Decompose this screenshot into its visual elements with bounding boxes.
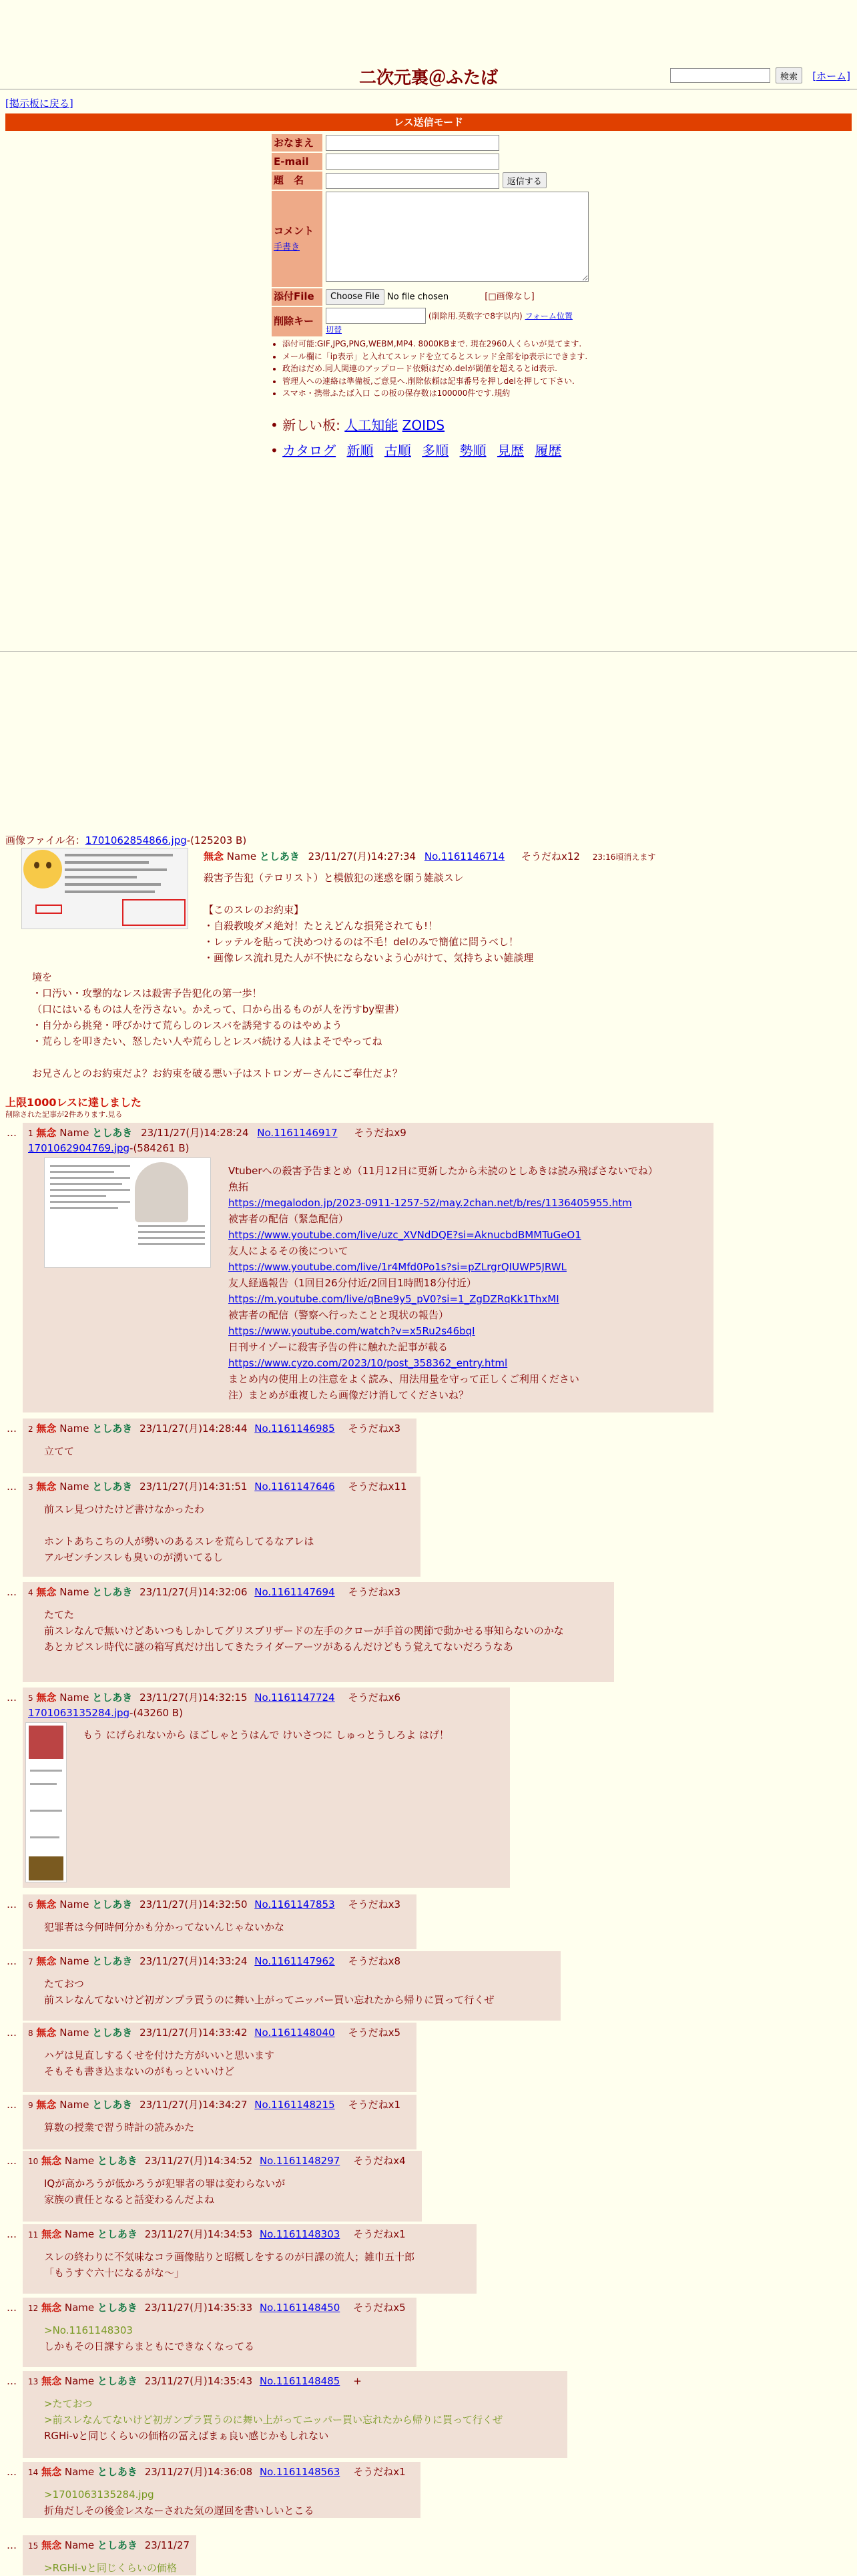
reply-box	[23, 1688, 510, 1888]
email-field[interactable]	[326, 154, 499, 170]
name-label: Name	[59, 2027, 89, 2039]
thumbnail-highlight	[35, 905, 62, 914]
name-label: Name	[64, 2228, 95, 2240]
reply-header	[28, 1125, 708, 1141]
reply-poster-name: としあき	[92, 2099, 133, 2111]
thumbnail-text-lines	[65, 854, 185, 898]
op-expire: 23:16頃消えます	[592, 852, 656, 862]
youtube-link[interactable]: https://www.youtube.com/live/uzc_XVNdDQE?si=AknucbdBMMTuGeO1	[228, 1229, 581, 1241]
reply-date: 23/11/27(月)14:28:44	[139, 1423, 248, 1435]
nav-most[interactable]: 多順	[422, 443, 449, 459]
reply-header	[28, 2097, 411, 2113]
reply-date: 23/11/27	[144, 2539, 190, 2551]
reply-date: 23/11/27(月)14:32:06	[139, 1586, 248, 1598]
reply-box	[23, 1894, 416, 1949]
reply-poster-name: としあき	[92, 1692, 133, 1704]
reply-date: 23/11/27(月)14:33:24	[139, 1955, 248, 1967]
reply-index: 15	[28, 2541, 39, 2551]
reply-body-line: 友人によるその後について	[228, 1245, 348, 1257]
name-label: Name	[59, 1586, 89, 1598]
op-subject: 無念	[204, 850, 224, 862]
reply-body: 前スレ見つけたけど書けなかったわ ホントあちこちの人が勢いのあるスレを荒らしてるなアレは アルゼンチンスレも臭いのが湧いてるし	[44, 1503, 314, 1563]
sodane-button[interactable]: そうだねx8	[348, 1955, 401, 1967]
reply-number-link[interactable]: No.1161147694	[254, 1586, 335, 1598]
figure-image	[29, 1726, 63, 1759]
reply-date: 23/11/27(月)14:32:15	[139, 1692, 248, 1704]
delete-key-label: 削除キー	[272, 307, 322, 336]
reply-body-line: 魚拓	[228, 1181, 249, 1193]
name-label: Name	[64, 2155, 95, 2167]
name-label: Name	[64, 2302, 95, 2314]
reply-number-link[interactable]: No.1161147646	[254, 1481, 335, 1493]
delete-key-field[interactable]	[326, 308, 426, 324]
reply-body: 折角だしその後金レスなーされた気の遅回を書いしいとこる	[44, 2504, 314, 2517]
reply-body: 立てて	[44, 1445, 75, 1457]
file-label: 添付File	[272, 288, 322, 306]
reply-body: ハゲは見直しするくせを付けた方がいいと思います そもそも書き込まないのがもっといいけど	[44, 2049, 275, 2077]
reply-date: 23/11/27(月)14:35:33	[144, 2302, 253, 2314]
reply-poster-name: としあき	[92, 1127, 133, 1139]
note-item: • 管理人への連絡は準備板,ご意見へ.削除依頼は記事番号を押しdelを押して下さい.	[282, 375, 617, 388]
note-item: • スマホ・携帯ふたば入口 この板の保存数は100000件です.規約	[282, 387, 617, 400]
youtube-link[interactable]: https://www.youtube.com/live/1r4Mfd0Po1s?si=pZLrgrQIUWP5JRWL	[228, 1261, 567, 1273]
reply-body: 犯罪者は今何時何分かも分かってないんじゃないかな	[44, 1920, 285, 1933]
op-body-continued: 境を ・口汚い・攻撃的なレスは殺害予告犯化の第一歩！ （口にはいるものは人を汚さない。かえって、口から出るものが人を汚すby聖書） ・自分から挑発・呼びかけて荒らしのレスバを誘発するのはやめよう ・荒らしを叩きたい、怒したい人や荒らしとレスバ続ける人はよそでやってね お兄さんとのお約束だよ？お約束を破る悪い子はストロンガーさんにご奉仕だよ？	[32, 971, 405, 1079]
name-label: おなまえ	[272, 134, 322, 152]
reply-header	[28, 1479, 415, 1495]
handwrite-link[interactable]: 手書き	[274, 242, 300, 252]
reply-body: たてた 前スレなんで無いけどあいつもしかしてグリスブリザードの左手のクローが手首の関節で動かせる事知らないのかな あとカビスレ時代に謎の箱写真だけ出してきたライダーアーツがあるんだけどもう覚えてないだろうなあ	[44, 1608, 564, 1653]
post-form	[270, 133, 592, 338]
name-label: Name	[59, 1423, 89, 1435]
reply-date: 23/11/27(月)14:34:27	[139, 2099, 248, 2111]
name-field[interactable]	[326, 135, 499, 151]
reply-index: 9	[28, 2101, 33, 2110]
reply-marker: …	[7, 1423, 17, 1435]
note-item: • メール欄に「ip表示」と入れてスレッドを立てるとスレッド全部をip表示にできます.	[282, 350, 617, 363]
name-label: Name	[59, 1481, 89, 1493]
reply-index: 1	[28, 1129, 33, 1138]
reply-marker: …	[7, 2228, 17, 2240]
reply-subject: 無念	[41, 2228, 62, 2240]
reply-body: もう にげられないから ほごしゃとうはんで けいさつに しゅっとうしろよ はげ！	[83, 1729, 449, 1741]
reply-box	[23, 2298, 416, 2367]
reply-body: IQが高かろうが低かろうが犯罪者の罪は変わらないが 家族の責任となると話変わるんだよね	[44, 2177, 286, 2206]
sodane-button[interactable]: そうだねx1	[353, 2466, 406, 2478]
reply-body: たておつ 前スレなんてないけど初ガンプラ買うのに舞い上がってニッパー買い忘れたから帰りに買って行くぜ	[44, 1977, 495, 2006]
divider	[0, 651, 857, 652]
reply-box	[23, 1477, 420, 1577]
reply-index: 2	[28, 1425, 33, 1434]
nav-history[interactable]: 履歴	[535, 443, 562, 459]
reply-date: 23/11/27(月)14:32:50	[139, 1898, 248, 1910]
top-bar	[0, 60, 857, 87]
op-file-info	[5, 833, 246, 848]
comment-label-text: コメント	[274, 225, 314, 238]
reply-file-info	[28, 1706, 505, 1721]
reply-header	[28, 2538, 191, 2553]
reply-box	[23, 2023, 416, 2092]
reply-header	[28, 1690, 505, 1706]
sodane-button[interactable]: そうだねx9	[354, 1127, 406, 1139]
reply-index: 7	[28, 1957, 33, 1967]
nav-oldest[interactable]: 古順	[384, 443, 411, 459]
email-label: E-mail	[272, 153, 322, 170]
reply-marker: …	[7, 2466, 17, 2478]
reply-subject: 無念	[36, 1692, 57, 1704]
figure-image	[29, 1856, 63, 1880]
reply-poster-name: としあき	[97, 2375, 137, 2387]
reply-subject: 無念	[41, 2539, 62, 2551]
reply-body: RGHi-νと同じくらいの価格の冨えばまぁ良い感じかもしれない	[44, 2429, 329, 2442]
no-image-checkbox[interactable]: [□画像なし]	[485, 292, 535, 302]
comment-label	[272, 191, 322, 287]
reply-file-link[interactable]: 1701062904769.jpg	[28, 1141, 130, 1154]
reply-subject: 無念	[36, 1586, 57, 1598]
youtube-link[interactable]: https://www.youtube.com/watch?v=x5Ru2s46bqI	[228, 1325, 475, 1337]
reply-box	[23, 2095, 416, 2149]
reply-date: 23/11/27(月)14:31:51	[139, 1481, 248, 1493]
reply-poster-name: としあき	[92, 1481, 133, 1493]
reply-body-line: 友人経過報告（1回目26分付近/2回目1時間18分付近）	[228, 1277, 477, 1289]
reply-number-link[interactable]: No.1161148485	[259, 2375, 340, 2387]
reply-marker: …	[7, 1586, 17, 1598]
board-link-zoids[interactable]: ZOIDS	[402, 417, 445, 433]
reply-date: 23/11/27(月)14:34:53	[144, 2228, 253, 2240]
reply-box	[23, 1582, 614, 1682]
reply-subject: 無念	[36, 2027, 57, 2039]
search-button[interactable]: 検索	[776, 67, 802, 83]
reply-number-link[interactable]: No.1161147962	[254, 1955, 335, 1967]
reply-file-size: -(584261 B)	[129, 1141, 190, 1154]
reply-poster-name: としあき	[92, 1898, 133, 1910]
reply-file-info	[28, 1141, 708, 1156]
reply-box	[23, 2224, 477, 2294]
thumbnail-highlight	[122, 899, 186, 926]
reply-box	[23, 1123, 713, 1412]
note-item: • 添付可能:GIF,JPG,PNG,WEBM,MP4. 8000KBまで. 現在2960人くらいが見てます.	[282, 338, 617, 350]
reply-index: 13	[28, 2377, 39, 2386]
submit-reply-button[interactable]: 返信する	[503, 172, 547, 188]
op-sodane-button[interactable]: そうだねx12	[521, 850, 580, 862]
reply-marker: …	[7, 2375, 17, 2387]
reply-marker: …	[7, 1692, 17, 1704]
reply-body: スレの終わりに不気味なコラ画像貼りと昭概しをするのが日課の流人；雑巾五十郎 「もうすぐ六十になるがな～」	[44, 2250, 415, 2279]
quote-text: >たておつ >前スレなんてないけど初ガンプラ買うのに舞い上がってニッパー買い忘れたから帰りに買って行くぜ	[44, 2397, 503, 2426]
reply-number-link[interactable]: No.1161148303	[259, 2228, 340, 2240]
reply-number-link[interactable]: No.1161148040	[254, 2027, 335, 2039]
reply-box	[23, 2371, 567, 2458]
reply-marker: …	[7, 2539, 17, 2551]
op-thumbnail[interactable]	[21, 848, 188, 929]
reply-index: 5	[28, 1694, 33, 1703]
youtube-link[interactable]: https://m.youtube.com/live/qBne9y5_pV0?si=1_ZgDZRqKk1ThxMI	[228, 1293, 559, 1305]
form-position-link[interactable]: フォーム位置	[525, 311, 573, 320]
reply-date: 23/11/27(月)14:34:52	[144, 2155, 253, 2167]
reply-poster-name: としあき	[97, 2302, 137, 2314]
reply-mode-bar: レス送信モード	[5, 113, 852, 131]
reply-marker: …	[7, 2302, 17, 2314]
reply-index: 11	[28, 2230, 39, 2240]
search-input[interactable]	[670, 68, 770, 83]
comment-textarea[interactable]	[326, 192, 589, 282]
reply-header	[28, 2465, 415, 2480]
reply-poster-name: としあき	[92, 2027, 133, 2039]
reply-marker: …	[7, 2099, 17, 2111]
reply-marker: …	[7, 1898, 17, 1910]
sodane-button[interactable]: そうだねx3	[348, 1898, 401, 1910]
delete-key-note: (削除用.英数字で8字以内)	[428, 311, 523, 320]
reply-number-link[interactable]: No.1161146985	[254, 1423, 335, 1435]
reply-subject: 無念	[36, 1898, 57, 1910]
reply-poster-name: としあき	[92, 1586, 133, 1598]
reply-index: 6	[28, 1900, 33, 1910]
reply-header	[28, 1585, 609, 1600]
thumbnail-text-lines	[50, 1165, 130, 1213]
nav-catalog[interactable]: カタログ	[282, 443, 336, 459]
sodane-button[interactable]: そうだねx11	[348, 1481, 407, 1493]
reply-number-link[interactable]: No.1161147853	[254, 1898, 335, 1910]
reply-box	[23, 2151, 422, 2222]
reply-poster-name: としあき	[97, 2228, 137, 2240]
thumbnail-text-lines	[138, 1225, 205, 1262]
reply-subject: 無念	[36, 1955, 57, 1967]
name-label: Name	[226, 850, 257, 862]
subject-label: 題 名	[272, 172, 322, 190]
sodane-button[interactable]: +	[353, 2375, 362, 2387]
board-link-ai[interactable]: 人工知能	[344, 417, 398, 433]
reply-number-link[interactable]: No.1161148563	[259, 2466, 340, 2478]
name-label: Name	[59, 1898, 89, 1910]
toggle-link[interactable]: 切替	[326, 324, 342, 334]
op-number-link[interactable]: No.1161146714	[424, 850, 505, 862]
subject-field[interactable]	[326, 173, 499, 189]
name-label: Name	[64, 2539, 95, 2551]
reply-box	[23, 1951, 561, 2021]
op-file-link[interactable]: 1701062854866.jpg	[85, 834, 187, 846]
nav-view-history[interactable]: 見歴	[497, 443, 524, 459]
reply-marker: …	[7, 1481, 17, 1493]
reply-marker: …	[7, 2027, 17, 2039]
reply-file-size: -(43260 B)	[129, 1706, 183, 1719]
op-body: 殺害予告犯（テロリスト）と模倣犯の迷惑を願う雑談スレ 【このスレのお約束】 ・自殺教唆ダメ絶対！たとえどんな損発されても!！ ・レッテルを貼って決めつけるのは不毛！delのみで簡値に問うべし！ ・画像レス流れ見た人が不快にならないよう心がけて、気持ちよい雑談理	[204, 872, 534, 964]
sodane-button[interactable]: そうだねx3	[348, 1423, 401, 1435]
reply-body-line: 日刊サイゾーに殺害予告の件に触れた記事が載る	[228, 1341, 448, 1353]
op-header	[204, 849, 655, 864]
quote-text: >RGHi-νと同じくらいの価格	[44, 2561, 177, 2574]
reply-file-link[interactable]: 1701063135284.jpg	[28, 1706, 130, 1719]
op-date: 23/11/27(月)14:27:34	[308, 850, 416, 862]
new-board-label: 新しい板:	[282, 417, 340, 433]
page-title: 二次元裏＠ふたば	[358, 68, 498, 88]
sodane-button[interactable]: そうだねx5	[353, 2302, 406, 2314]
reply-index: 4	[28, 1588, 33, 1597]
reply-index: 10	[28, 2157, 39, 2166]
reply-subject: 無念	[41, 2375, 62, 2387]
board-notes	[270, 338, 617, 400]
reply-poster-name: としあき	[97, 2155, 137, 2167]
sort-nav: • カタログ 新順 古順 多順 勢順 見歴 履歴	[270, 443, 562, 459]
article-link[interactable]: https://www.cyzo.com/2023/10/post_358362_entry.html	[228, 1357, 508, 1369]
reply-subject: 無念	[41, 2155, 62, 2167]
home-link[interactable]: [ホーム]	[812, 70, 850, 82]
reply-body-line: Vtuberへの殺害予告まとめ（11月12日に更新したから未読のとしあきは読み飛ばさないでね）	[228, 1165, 658, 1177]
new-board-links: • 新しい板: 人工知能 ZOIDS	[270, 417, 445, 433]
reply-index: 12	[28, 2304, 39, 2313]
reply-subject: 無念	[36, 1481, 57, 1493]
reply-subject: 無念	[41, 2302, 62, 2314]
name-label: Name	[59, 2099, 89, 2111]
sodane-button[interactable]: そうだねx6	[348, 1692, 401, 1704]
reply-date: 23/11/27(月)14:33:42	[139, 2027, 248, 2039]
reply-subject: 無念	[41, 2466, 62, 2478]
reply-header	[28, 1897, 411, 1912]
sodane-button[interactable]: そうだねx1	[353, 2228, 406, 2240]
reply-number-link[interactable]: No.1161148297	[259, 2155, 340, 2167]
reply-body: 算数の授業で習う時計の読みかた	[44, 2121, 195, 2133]
reply-marker: …	[7, 1127, 17, 1139]
back-to-board-link[interactable]: [掲示板に戻る]	[5, 97, 73, 109]
reply-body-line: 被害者の配信（警察へ行ったことと現状の報告）	[228, 1309, 449, 1321]
reply-marker: …	[7, 1955, 17, 1967]
reply-number-link[interactable]: No.1161147724	[254, 1692, 335, 1704]
sodane-button[interactable]: そうだねx5	[348, 2027, 401, 2039]
portrait-image	[135, 1162, 188, 1222]
reply-date: 23/11/27(月)14:35:43	[144, 2375, 253, 2387]
reply-body-line: まとめ内の使用上の注意をよく読み、用法用量を守って正しくご利用ください 注）まとめが重複したら画像だけ消してくださいね？	[228, 1373, 579, 1401]
reply-number-link[interactable]: No.1161148215	[254, 2099, 335, 2111]
reply-header	[28, 1954, 555, 1969]
deleted-notice[interactable]: 削除された記事が2件あります.見る	[5, 1110, 123, 1119]
reply-poster-name: としあき	[92, 1423, 133, 1435]
reply-header	[28, 2227, 471, 2242]
file-label-text: 画像ファイル名：	[5, 834, 85, 846]
reply-marker: …	[7, 2155, 17, 2167]
nav-momentum[interactable]: 勢順	[459, 443, 487, 459]
reply-body: しかもその日課すらまともにできなくなってる	[44, 2340, 255, 2352]
sodane-button[interactable]: そうだねx4	[353, 2155, 406, 2167]
reply-index: 14	[28, 2468, 39, 2477]
thinking-face-icon	[23, 850, 62, 888]
reply-index: 3	[28, 1483, 33, 1492]
reply-limit-notice: 上限1000レスに達しました	[5, 1096, 142, 1109]
reply-number-link[interactable]: No.1161148450	[259, 2302, 340, 2314]
reply-subject: 無念	[36, 2099, 57, 2111]
quote-text: >No.1161148303	[44, 2324, 133, 2336]
note-item: • 政治はだめ.同人関連のアップロード依頼はだめ.delが閾値を超えるとid表示.	[282, 362, 617, 375]
name-label: Name	[59, 1955, 89, 1967]
reply-header	[28, 2153, 416, 2169]
reply-header	[28, 2300, 411, 2316]
reply-thumbnail[interactable]	[44, 1157, 211, 1268]
reply-subject: 無念	[36, 1127, 57, 1139]
reply-body	[228, 1163, 709, 1403]
reply-thumbnail[interactable]	[25, 1722, 67, 1882]
reply-poster-name: としあき	[97, 2539, 137, 2551]
archive-link[interactable]: https://megalodon.jp/2023-0911-1257-52/may.2chan.net/b/res/1136405955.htm	[228, 1197, 632, 1209]
op-file-size: -(125203 B)	[186, 834, 247, 846]
file-status: No file chosen	[387, 292, 449, 302]
reply-header	[28, 2374, 562, 2389]
reply-index: 8	[28, 2029, 33, 2038]
name-label: Name	[64, 2375, 95, 2387]
nav-newest[interactable]: 新順	[346, 443, 374, 459]
name-label: Name	[59, 1127, 89, 1139]
reply-subject: 無念	[36, 1423, 57, 1435]
name-label: Name	[64, 2466, 95, 2478]
sodane-button[interactable]: そうだねx3	[348, 1586, 401, 1598]
name-label: Name	[59, 1692, 89, 1704]
reply-box	[23, 2535, 196, 2575]
reply-box	[23, 2462, 420, 2518]
reply-number-link[interactable]: No.1161146917	[257, 1127, 338, 1139]
sodane-button[interactable]: そうだねx1	[348, 2099, 401, 2111]
op-poster-name: としあき	[259, 850, 300, 862]
reply-poster-name: としあき	[97, 2466, 137, 2478]
reply-body-line: 被害者の配信（緊急配信）	[228, 1213, 349, 1225]
reply-date: 23/11/27(月)14:28:24	[141, 1127, 249, 1139]
reply-poster-name: としあき	[92, 1955, 133, 1967]
reply-header	[28, 1421, 411, 1437]
choose-file-button[interactable]: Choose File	[326, 289, 384, 305]
quote-text: >1701063135284.jpg	[44, 2488, 154, 2501]
reply-header	[28, 2025, 411, 2041]
reply-date: 23/11/27(月)14:36:08	[144, 2466, 253, 2478]
reply-box	[23, 1419, 416, 1473]
